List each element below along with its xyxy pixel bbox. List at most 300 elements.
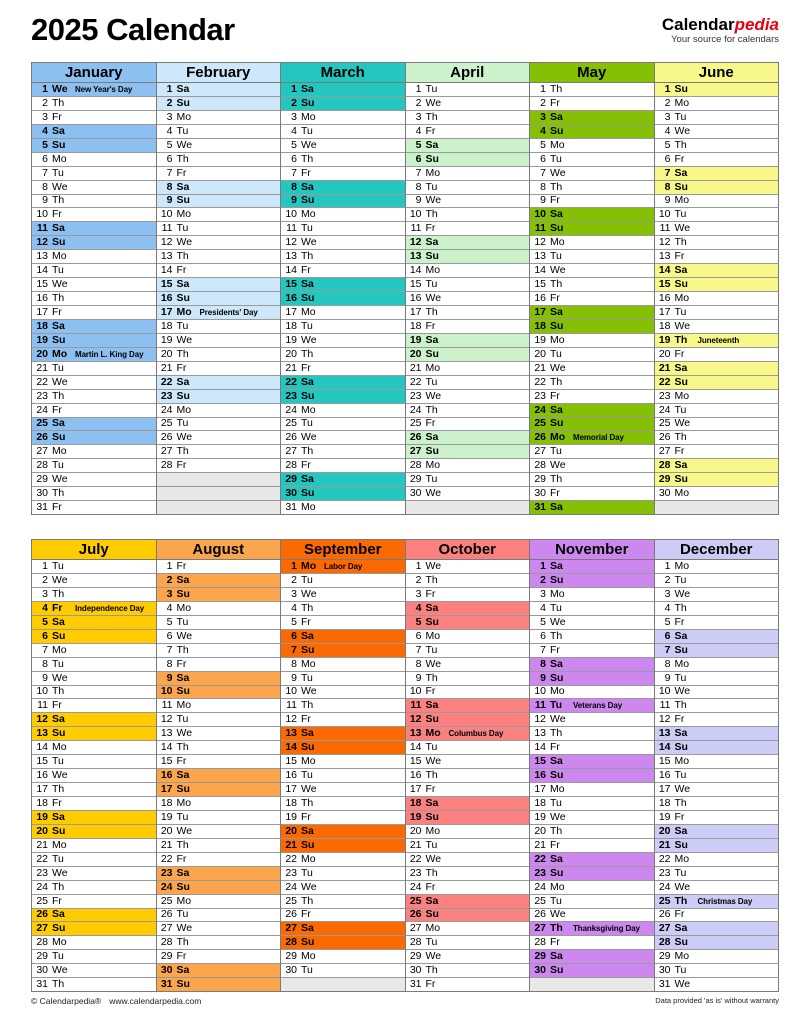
day-number: 17: [534, 783, 546, 796]
day-number: 19: [534, 810, 546, 823]
day-of-week: Tu: [425, 180, 438, 193]
day-of-week: Su: [550, 222, 564, 235]
day-cell: [281, 278, 405, 292]
day-number: 23: [534, 389, 546, 402]
day-cell: [32, 236, 156, 250]
day-cell: [655, 404, 779, 418]
day-number: 1: [540, 560, 546, 573]
day-of-week: We: [301, 587, 317, 600]
day-number: 26: [160, 908, 173, 921]
day-number: 7: [42, 643, 48, 656]
month-column-september: [281, 540, 406, 992]
day-cell: [157, 895, 281, 909]
day-of-week: Fr: [425, 783, 436, 796]
day-of-week: Th: [301, 250, 314, 263]
day-cell-holiday: [32, 348, 156, 362]
day-cell: [157, 208, 281, 222]
day-cell: [157, 630, 281, 644]
day-of-week: Fr: [425, 319, 436, 332]
day-of-week: Sa: [52, 615, 65, 628]
day-number: 22: [658, 375, 671, 388]
day-cell: [281, 811, 405, 825]
day-cell: [655, 236, 779, 250]
day-of-week: Fr: [550, 936, 560, 949]
day-cell: [32, 881, 156, 895]
day-of-week: Th: [550, 278, 563, 291]
day-of-week: Sa: [52, 908, 65, 921]
day-number: 8: [415, 657, 422, 670]
day-of-week: Th: [550, 629, 563, 642]
day-number: 22: [285, 375, 297, 388]
day-cell: [530, 839, 654, 853]
footer-copyright: © Calendarpedia®: [31, 996, 102, 1007]
day-of-week: Tu: [176, 124, 189, 137]
day-number: 21: [160, 361, 173, 374]
day-number: 23: [36, 866, 48, 879]
day-of-week: Tu: [425, 278, 438, 291]
day-number: 12: [160, 713, 173, 726]
day-of-week: We: [176, 138, 193, 151]
day-cell: [157, 922, 281, 936]
footer-disclaimer: Data provided 'as is' without warranty: [655, 996, 779, 1006]
day-of-week: Sa: [301, 83, 314, 95]
day-number: 21: [160, 838, 173, 851]
day-number: 20: [409, 824, 422, 837]
page-title: 2025 Calendar: [31, 12, 235, 47]
day-of-week: Tu: [674, 574, 687, 586]
day-cell: [406, 644, 530, 658]
day-of-week: Th: [550, 83, 563, 95]
day-number: 19: [534, 333, 546, 346]
day-number: 14: [160, 264, 173, 277]
day-number: 9: [415, 194, 422, 207]
day-number: 22: [36, 375, 48, 388]
day-number: 27: [658, 445, 671, 458]
day-number: 17: [160, 306, 173, 318]
day-number: 1: [166, 560, 173, 573]
day-cell: [32, 978, 156, 992]
day-cell: [655, 111, 779, 125]
day-cell: [530, 713, 654, 727]
day-cell: [281, 348, 405, 362]
day-of-week: Mo: [52, 250, 67, 263]
day-cell-empty: [406, 501, 530, 515]
day-of-week: Sa: [176, 769, 190, 782]
day-of-week: We: [425, 389, 442, 402]
day-number: 6: [540, 152, 546, 165]
day-cell: [157, 867, 281, 881]
day-cell: [406, 602, 530, 616]
day-cell: [406, 139, 530, 153]
day-of-week: Th: [176, 152, 189, 165]
day-of-week: Th: [176, 250, 189, 263]
day-cell: [32, 195, 156, 209]
day-number: 28: [658, 459, 671, 472]
day-cell: [530, 167, 654, 181]
day-of-week: Th: [52, 685, 65, 698]
month-header-march: March: [281, 63, 405, 83]
day-cell: [406, 320, 530, 334]
day-cell: [655, 418, 779, 432]
day-cell: [655, 713, 779, 727]
day-of-week: Tu: [674, 866, 687, 879]
day-cell: [655, 881, 779, 895]
day-number: 10: [36, 685, 48, 698]
holiday-label: Martin L. King Day: [75, 349, 144, 359]
day-number: 19: [160, 333, 173, 346]
footer-url[interactable]: www.calendarpedia.com: [109, 996, 202, 1007]
day-number: 22: [409, 852, 422, 865]
day-number: 6: [166, 152, 173, 165]
day-of-week: Mo: [176, 110, 192, 123]
day-of-week: Tu: [674, 208, 687, 221]
day-number: 26: [285, 431, 297, 444]
day-number: 16: [409, 292, 422, 305]
day-number: 26: [285, 908, 297, 921]
holiday-label: Memorial Day: [573, 433, 624, 443]
day-cell: [530, 362, 654, 376]
day-of-week: Tu: [176, 810, 189, 823]
day-of-week: Tu: [52, 361, 64, 374]
day-cell: [281, 153, 405, 167]
day-of-week: Th: [301, 699, 314, 712]
day-cell: [530, 658, 654, 672]
day-number: 23: [285, 866, 297, 879]
day-cell: [406, 334, 530, 348]
day-cell: [655, 376, 779, 390]
day-cell: [157, 713, 281, 727]
day-of-week: Th: [52, 389, 65, 402]
day-cell: [281, 769, 405, 783]
day-cell: [530, 811, 654, 825]
day-number: 7: [291, 166, 297, 179]
day-cell: [530, 797, 654, 811]
day-of-week: Sa: [301, 922, 314, 935]
day-cell: [655, 560, 779, 574]
day-number: 18: [409, 319, 422, 332]
day-of-week: Th: [301, 601, 314, 614]
day-of-week: Mo: [301, 852, 316, 865]
day-of-week: Tu: [425, 741, 438, 754]
day-number: 24: [658, 403, 671, 416]
day-number: 13: [285, 250, 297, 263]
day-of-week: We: [550, 713, 566, 726]
day-of-week: Su: [301, 741, 315, 754]
day-number: 4: [42, 124, 48, 137]
day-number: 10: [285, 208, 297, 221]
day-cell: [32, 574, 156, 588]
day-number: 13: [285, 727, 297, 740]
day-number: 25: [285, 894, 297, 907]
day-of-week: Tu: [550, 347, 562, 360]
day-cell: [32, 445, 156, 459]
day-cell: [406, 473, 530, 487]
day-cell: [655, 208, 779, 222]
day-of-week: Fr: [425, 685, 436, 698]
day-number: 15: [658, 278, 671, 291]
day-of-week: Th: [674, 797, 687, 809]
day-of-week: We: [550, 459, 566, 472]
day-number: 10: [658, 685, 671, 698]
day-number: 1: [664, 83, 671, 95]
day-number: 28: [409, 459, 422, 472]
day-cell: [406, 431, 530, 445]
day-cell: [406, 909, 530, 923]
day-cell: [32, 139, 156, 153]
day-number: 29: [285, 473, 297, 486]
day-number: 12: [409, 236, 422, 249]
day-cell: [530, 473, 654, 487]
day-cell-holiday: [281, 560, 405, 574]
day-number: 5: [540, 138, 546, 151]
day-number: 2: [540, 96, 546, 109]
month-column-january: [32, 63, 157, 515]
day-number: 2: [415, 96, 422, 109]
day-cell: [406, 418, 530, 432]
day-cell: [157, 97, 281, 111]
day-number: 3: [42, 587, 48, 600]
day-number: 18: [160, 319, 173, 332]
day-of-week: Su: [550, 574, 564, 586]
day-of-week: Fr: [52, 894, 62, 907]
day-number: 26: [160, 431, 173, 444]
day-cell: [32, 208, 156, 222]
day-number: 26: [36, 431, 48, 444]
day-of-week: Tu: [301, 671, 313, 684]
day-number: 8: [540, 180, 546, 193]
day-number: 1: [42, 83, 48, 95]
day-cell: [157, 727, 281, 741]
day-cell: [281, 445, 405, 459]
day-cell: [32, 644, 156, 658]
day-cell: [157, 574, 281, 588]
day-number: 14: [658, 741, 671, 754]
day-of-week: Sa: [425, 333, 439, 346]
day-cell: [655, 644, 779, 658]
day-of-week: Mo: [425, 264, 441, 277]
day-cell: [32, 250, 156, 264]
day-of-week: Sa: [301, 180, 314, 193]
day-cell: [406, 658, 530, 672]
day-cell: [530, 895, 654, 909]
day-cell: [530, 560, 654, 574]
day-of-week: Sa: [52, 222, 65, 235]
day-number: 30: [160, 964, 173, 977]
day-number: 29: [658, 950, 671, 963]
day-of-week: Mo: [301, 501, 316, 514]
day-number: 15: [36, 755, 48, 768]
day-cell: [281, 306, 405, 320]
day-of-week: We: [52, 180, 68, 193]
day-number: 28: [534, 459, 546, 472]
day-of-week: Su: [425, 347, 439, 360]
day-cell: [530, 881, 654, 895]
day-number: 19: [36, 333, 48, 346]
day-cell-holiday: [530, 431, 654, 445]
day-number: 10: [409, 208, 422, 221]
day-of-week: Su: [176, 880, 190, 893]
day-of-week: Th: [176, 445, 189, 458]
day-number: 14: [36, 264, 48, 277]
day-number: 25: [534, 894, 546, 907]
day-cell: [655, 936, 779, 950]
day-of-week: Fr: [674, 152, 685, 165]
day-of-week: Fr: [425, 222, 436, 235]
day-of-week: Su: [301, 96, 315, 109]
day-number: 3: [291, 587, 297, 600]
day-cell: [655, 769, 779, 783]
day-cell: [655, 853, 779, 867]
day-of-week: Tu: [176, 222, 189, 235]
day-cell: [157, 362, 281, 376]
day-of-week: Th: [301, 894, 314, 907]
day-cell: [406, 922, 530, 936]
day-of-week: Su: [425, 713, 439, 726]
day-cell: [281, 264, 405, 278]
day-number: 17: [36, 783, 48, 796]
day-of-week: Tu: [52, 264, 64, 277]
day-of-week: We: [176, 333, 193, 346]
day-number: 31: [36, 501, 48, 514]
calendar-block-second-half: [31, 539, 779, 992]
day-of-week: Th: [301, 347, 314, 360]
day-number: 23: [36, 389, 48, 402]
day-cell: [32, 699, 156, 713]
day-number: 17: [658, 306, 671, 318]
day-of-week: We: [674, 124, 691, 137]
day-of-week: Fr: [176, 852, 187, 865]
day-cell-holiday: [32, 83, 156, 97]
day-cell: [32, 125, 156, 139]
holiday-label: Presidents' Day: [199, 307, 258, 317]
day-of-week: Su: [550, 417, 564, 430]
day-of-week: We: [425, 194, 442, 207]
day-of-week: Th: [52, 487, 65, 500]
day-of-week: Sa: [550, 403, 563, 416]
day-number: 28: [36, 936, 48, 949]
day-of-week: Mo: [176, 797, 192, 809]
day-number: 8: [415, 180, 422, 193]
day-of-week: Su: [674, 180, 688, 193]
day-number: 27: [409, 922, 422, 935]
day-number: 3: [42, 110, 48, 123]
day-cell: [157, 320, 281, 334]
day-of-week: Sa: [301, 473, 314, 486]
day-number: 16: [658, 292, 671, 305]
day-of-week: We: [52, 375, 68, 388]
day-of-week: Th: [425, 403, 438, 416]
day-cell: [530, 616, 654, 630]
day-of-week: We: [52, 866, 68, 879]
day-of-week: Su: [425, 908, 439, 921]
day-number: 15: [285, 755, 297, 768]
day-cell: [655, 839, 779, 853]
day-number: 13: [658, 727, 671, 740]
day-of-week: Tu: [674, 769, 687, 782]
holiday-label: Christmas Day: [697, 896, 753, 906]
day-cell: [32, 362, 156, 376]
day-of-week: Sa: [301, 727, 314, 740]
day-of-week: We: [550, 166, 566, 179]
day-cell-holiday: [157, 306, 281, 320]
day-cell: [157, 686, 281, 700]
day-cell: [32, 630, 156, 644]
day-of-week: Fr: [176, 166, 187, 179]
day-cell: [157, 348, 281, 362]
day-of-week: Fr: [301, 908, 311, 921]
day-number: 11: [36, 222, 48, 235]
month-header-october: October: [406, 540, 530, 560]
day-number: 31: [658, 978, 671, 991]
day-of-week: Sa: [425, 236, 439, 249]
day-cell: [157, 602, 281, 616]
day-cell: [281, 853, 405, 867]
day-number: 9: [166, 194, 173, 207]
day-number: 23: [534, 866, 546, 879]
day-number: 9: [664, 194, 671, 207]
day-cell: [406, 208, 530, 222]
day-of-week: We: [52, 769, 68, 782]
day-cell: [32, 278, 156, 292]
day-of-week: Mo: [52, 936, 67, 949]
day-number: 11: [161, 699, 173, 712]
day-number: 5: [291, 615, 297, 628]
day-of-week: Mo: [674, 755, 690, 768]
day-of-week: Sa: [674, 166, 688, 179]
month-column-june: [655, 63, 780, 515]
day-of-week: Sa: [425, 601, 439, 614]
day-number: 14: [285, 264, 297, 277]
day-of-week: Tu: [550, 699, 563, 712]
day-number: 19: [409, 333, 422, 346]
day-cell: [32, 588, 156, 602]
day-of-week: Fr: [301, 264, 311, 277]
day-of-week: Su: [674, 838, 688, 851]
day-number: 15: [534, 278, 546, 291]
day-cell: [655, 181, 779, 195]
day-of-week: We: [425, 657, 442, 670]
day-number: 5: [664, 615, 671, 628]
day-number: 10: [534, 685, 546, 698]
day-of-week: Sa: [674, 361, 688, 374]
day-cell: [281, 602, 405, 616]
day-cell: [406, 825, 530, 839]
holiday-label: Columbus Day: [448, 729, 504, 739]
day-number: 8: [664, 180, 671, 193]
day-cell: [655, 292, 779, 306]
day-cell: [655, 922, 779, 936]
day-cell: [32, 783, 156, 797]
day-cell: [281, 839, 405, 853]
day-number: 1: [540, 83, 546, 95]
day-cell: [655, 964, 779, 978]
day-cell: [530, 588, 654, 602]
day-cell: [32, 839, 156, 853]
day-number: 17: [285, 306, 297, 318]
day-number: 14: [534, 264, 546, 277]
day-cell: [281, 320, 405, 334]
day-number: 1: [664, 560, 671, 573]
day-number: 15: [160, 755, 173, 768]
day-cell: [281, 292, 405, 306]
day-number: 20: [285, 824, 297, 837]
day-of-week: Tu: [301, 964, 313, 977]
day-cell: [32, 292, 156, 306]
holiday-label: New Year's Day: [75, 84, 133, 94]
day-number: 2: [42, 96, 48, 109]
day-number: 6: [42, 152, 48, 165]
day-number: 31: [160, 978, 173, 991]
